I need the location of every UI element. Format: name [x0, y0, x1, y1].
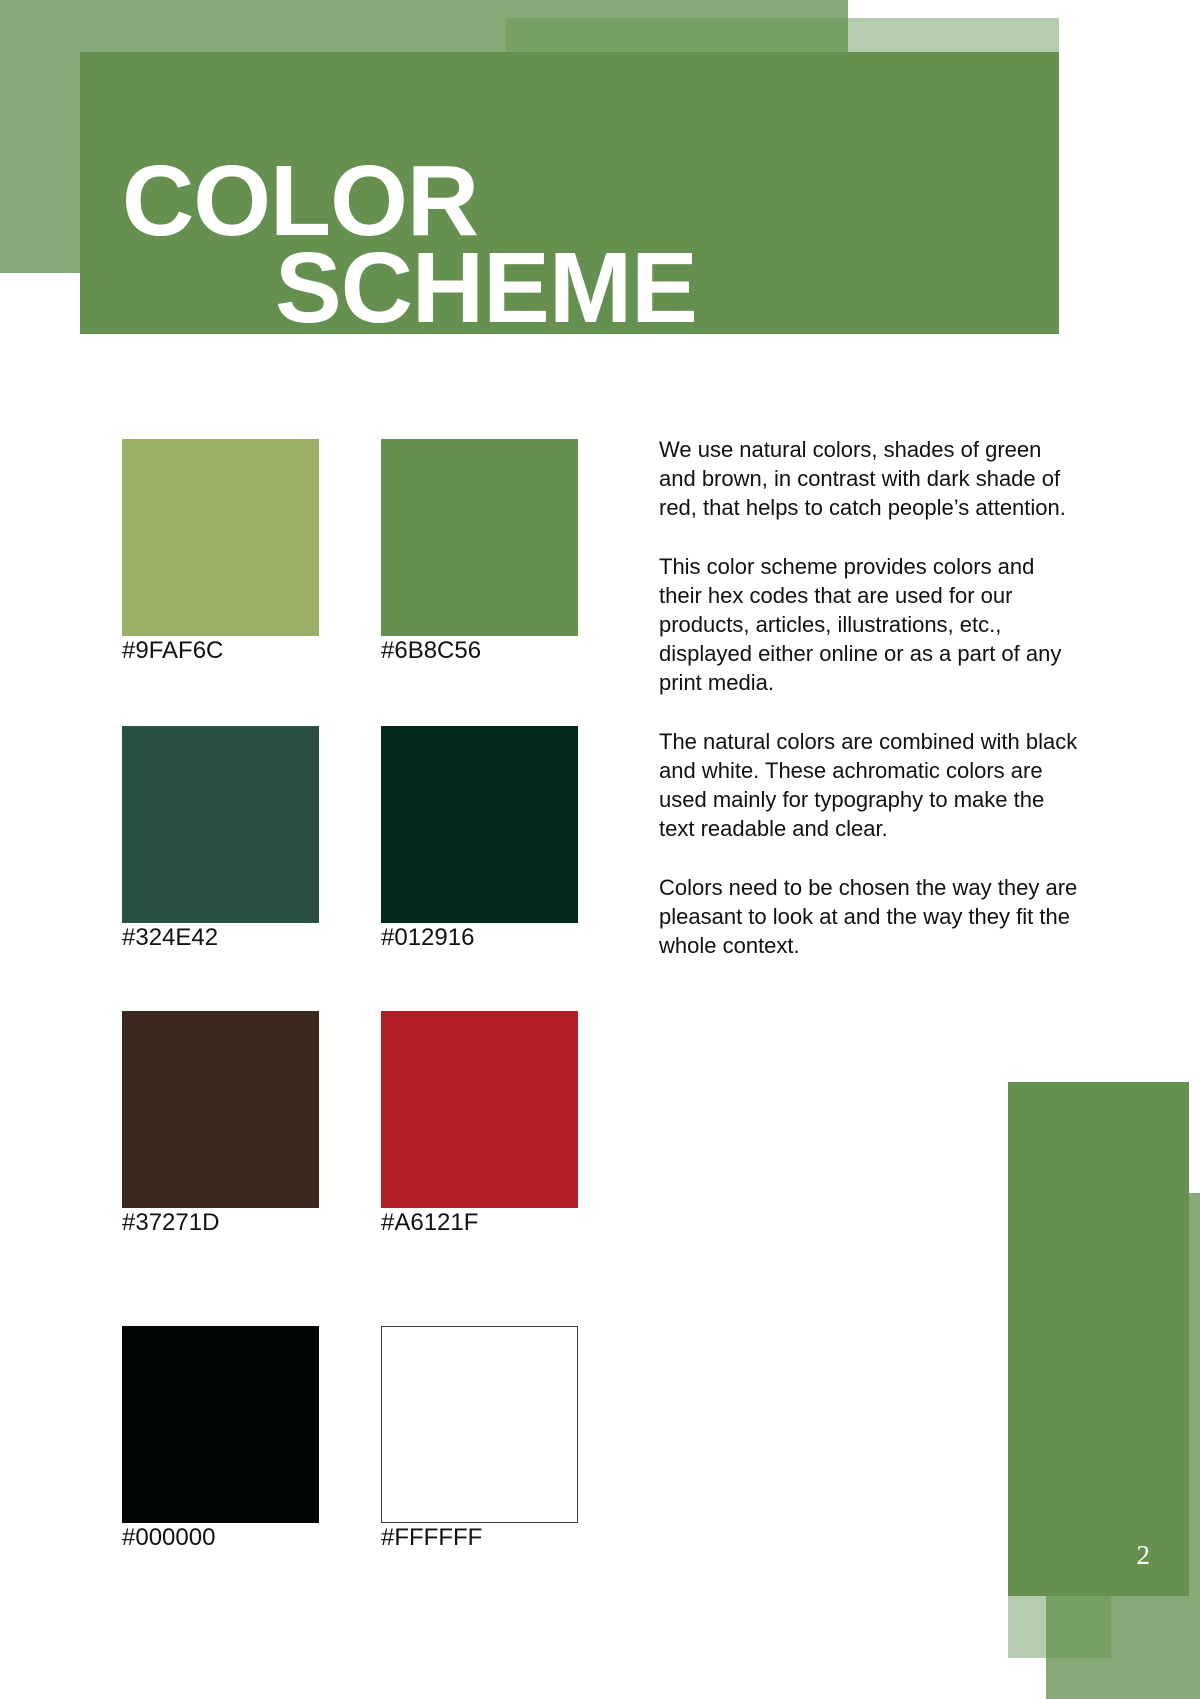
- footer-banner: [1008, 1082, 1189, 1596]
- swatch-hex-label: #9FAF6C: [122, 637, 224, 664]
- color-swatch: [122, 439, 319, 636]
- header-banner: [80, 52, 1059, 334]
- paragraph: This color scheme provides colors and their hex codes that are used for our products, articles, illustrations, etc., displayed either online or as a part of any print media.: [659, 554, 1062, 695]
- paragraph: The natural colors are combined with black and white. These achromatic colors are used mainly for typography to make the text readable and clear.: [659, 729, 1078, 841]
- footer-decor-strip-pale: [1008, 1596, 1046, 1658]
- color-swatch: [122, 1011, 319, 1208]
- swatch-hex-label: #FFFFFF: [381, 1524, 483, 1551]
- title-line-1: COLOR: [122, 145, 479, 257]
- swatch-hex-label: #000000: [122, 1524, 216, 1551]
- swatch-hex-label: #324E42: [122, 924, 219, 951]
- color-swatch: [381, 439, 578, 636]
- color-swatch: [122, 1326, 319, 1523]
- swatch-hex-label: #012916: [381, 924, 475, 951]
- color-swatch: [381, 1011, 578, 1208]
- swatch-hex-label: #6B8C56: [381, 637, 482, 664]
- paragraph: Colors need to be chosen the way they are pleasant to look at and the way they fit the whole context.: [659, 875, 1078, 958]
- paragraph: We use natural colors, shades of green and brown, in contrast with dark shade of red, that helps to catch people’s attention.: [659, 437, 1066, 520]
- description-text: [659, 435, 1079, 990]
- title-line-2: SCHEME: [275, 232, 697, 334]
- swatch-hex-label: #A6121F: [381, 1209, 479, 1236]
- swatch-hex-label: #37271D: [122, 1209, 220, 1236]
- page-number: 2: [1136, 1540, 1150, 1570]
- color-swatch: [122, 726, 319, 923]
- color-swatch: [381, 1326, 578, 1523]
- color-swatch: [381, 726, 578, 923]
